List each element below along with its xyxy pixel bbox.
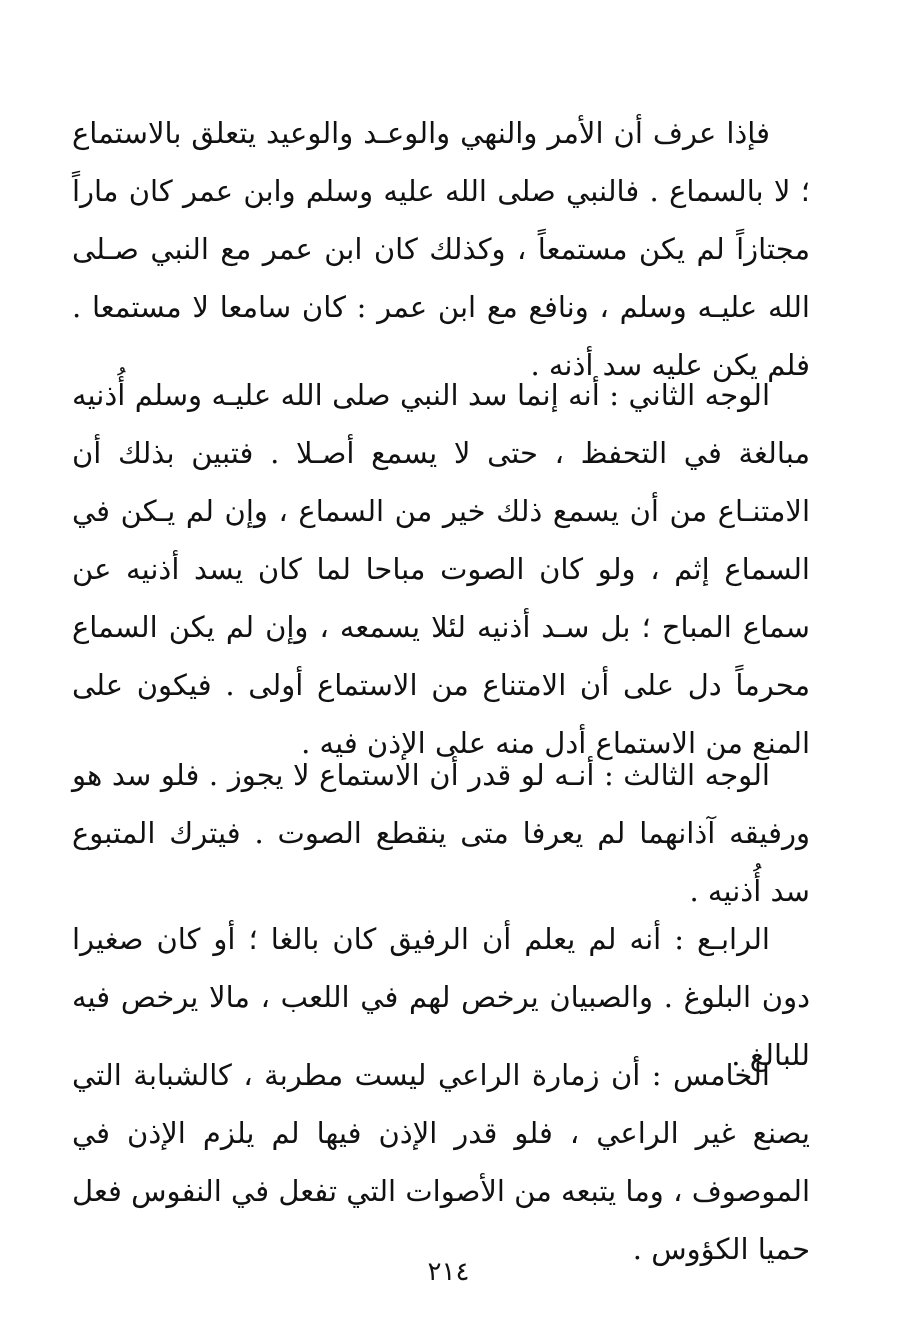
page-number: ٢١٤ xyxy=(427,1257,470,1287)
paragraph-3-block xyxy=(72,746,810,920)
paragraph-1: فإذا عرف أن الأمر والنهي والوعـد والوعيد يتعلق بالاستماع ؛ لا بالسماع . فالنبي صلى الله عليه وسلم وابن عمر كان ماراً مجتازاً لم يكن مستمعاً ، وكذلك كان ابن عمر مع النبي صـلى الله عليـه وسلم ، ونافع مع ابن عمر : كان سامعا لا مستمعا . فلم يكن عليه سد أذنه . xyxy=(72,116,810,382)
paragraph-4: الرابـع : أنه لم يعلم أن الرفيق كان بالغا ؛ أو كان صغيرا دون البلوغ . والصبيان يرخص لهم في اللعب ، مالا يرخص فيه للبالغ . xyxy=(72,922,810,1072)
paragraph-3: الوجه الثالث : أنـه لو قدر أن الاستماع لا يجوز . فلو سد هو ورفيقه آذانهما لم يعرفا متى ينقطع الصوت . فيترك المتبوع سد أُذنيه . xyxy=(72,758,810,908)
paragraph-1-block xyxy=(72,104,810,394)
paragraph-5-block xyxy=(72,1046,810,1278)
paragraph-2-block xyxy=(72,366,810,772)
paragraph-5: الخامس : أن زمارة الراعي ليست مطربة ، كالشبابة التي يصنع غير الراعي ، فلو قدر الإذن فيها لم يلزم الإذن في الموصوف ، وما يتبعه من الأصوات التي تفعل في النفوس فعل حميا الكؤوس . xyxy=(72,1058,810,1266)
paragraph-2: الوجه الثاني : أنه إنما سد النبي صلى الله عليـه وسلم أُذنيه مبالغة في التحفظ ، حتى لا يسمع أصـلا . فتبين بذلك أن الامتنـاع من أن يسمع ذلك خير من السماع ، وإن لم يـكن في السماع إثم ، ولو كان الصوت مباحا لما كان يسد أذنيه عن سماع المباح ؛ بل سـد أذنيه لئلا يسمعه ، وإن لم يكن السماع محرماً دل على أن الامتناع من الاستماع أولى . فيكون على المنع من الاستماع أدل منه على الإذن فيه . xyxy=(72,378,810,760)
